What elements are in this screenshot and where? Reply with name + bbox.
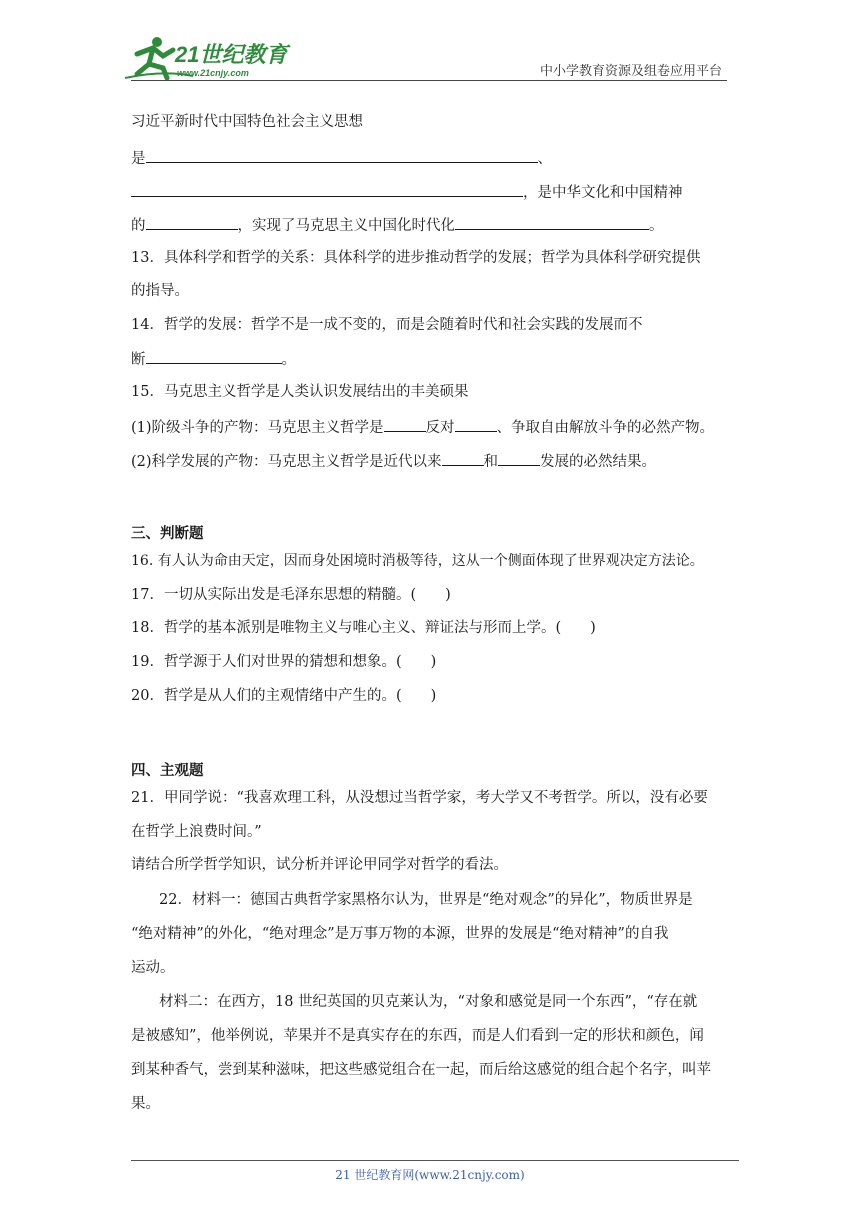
section-title-subjective: 四、主观题 <box>131 763 204 779</box>
q21-line3: 请结合所学哲学知识，试分析并评论甲同学对哲学的看法。 <box>131 857 508 873</box>
site-logo <box>123 34 293 80</box>
q19: 19．哲学源于人们对世界的猜想和想象。( ) <box>131 654 437 670</box>
q15-part2 <box>131 450 656 472</box>
section-title-judgment: 三、判断题 <box>131 526 204 542</box>
q14-line2-post: 。 <box>281 352 296 368</box>
q15-part2-c: 发展的必然结果。 <box>540 454 657 470</box>
q15-part1-c: 、争取自由解放斗争的必然产物。 <box>496 420 715 436</box>
header-divider <box>131 80 727 81</box>
platform-name: 中小学教育资源及组卷应用平台 <box>540 64 723 79</box>
q12-line4-pre: 的 <box>131 218 146 234</box>
q12-line4-post: 。 <box>649 218 664 234</box>
footer-text[interactable]: 21 世纪教育网(www.21cnjy.com) <box>335 1168 525 1182</box>
answer-blank[interactable] <box>146 147 538 163</box>
q22-line6: 到某种香气，尝到某种滋味，把这些感觉组合在一起，而后给这感觉的组合起个名字，叫苹 <box>131 1062 711 1078</box>
q17: 17．一切从实际出发是毛泽东思想的精髓。( ) <box>131 587 451 603</box>
q22-line3: 运动。 <box>131 960 175 976</box>
q12-line3-post: ，是中华文化和中国精神 <box>523 185 683 201</box>
q14-line2-pre: 断 <box>131 352 146 368</box>
q20: 20．哲学是从人们的主观情绪中产生的。( ) <box>131 688 437 704</box>
q18: 18．哲学的基本派别是唯物主义与唯心主义、辩证法与形而上学。( ) <box>131 620 596 636</box>
svg-text:21世纪教育: 21世纪教育 <box>175 42 288 67</box>
q22-line2: “绝对精神”的外化，“绝对理念”是万事万物的本源，世界的发展是“绝对精神”的自我 <box>131 926 669 942</box>
q15-part1-b: 反对 <box>425 420 455 436</box>
footer-divider <box>131 1160 739 1161</box>
q12-line2-pre: 是 <box>131 151 146 167</box>
q15-line1: 15．马克思主义哲学是人类认识发展结出的丰美硕果 <box>131 384 469 400</box>
q12-line4 <box>131 214 664 236</box>
q15-part2-a: (2)科学发展的产物：马克思主义哲学是近代以来 <box>131 454 442 470</box>
answer-blank[interactable] <box>442 450 484 466</box>
answer-blank[interactable] <box>455 416 497 432</box>
q12-line1: 习近平新时代中国特色社会主义思想 <box>131 114 363 130</box>
q12-line2-post: 、 <box>537 151 552 167</box>
q22-line1: 22．材料一：德国古典哲学家黑格尔认为，世界是“绝对观念”的异化”，物质世界是 <box>159 892 693 908</box>
answer-blank[interactable] <box>455 214 649 230</box>
q12-line3 <box>131 181 683 203</box>
q22-line7: 果。 <box>131 1096 160 1112</box>
answer-blank[interactable] <box>498 450 540 466</box>
svg-text:www.21cnjy.com: www.21cnjy.com <box>177 68 249 78</box>
q13-line2: 的指导。 <box>131 283 189 299</box>
q21-line2: 在哲学上浪费时间。” <box>131 824 262 840</box>
answer-blank[interactable] <box>146 348 282 364</box>
q15-part1-a: (1)阶级斗争的产物：马克思主义哲学是 <box>131 420 384 436</box>
answer-blank[interactable] <box>131 181 523 197</box>
q21-line1: 21．甲同学说：“我喜欢理工科，从没想过当哲学家，考大学又不考哲学。所以，没有必要 <box>131 790 708 806</box>
q14-line1: 14．哲学的发展：哲学不是一成不变的，而是会随着时代和社会实践的发展而不 <box>131 317 643 333</box>
q12-line4-mid: ，实现了马克思主义中国化时代化 <box>237 218 455 234</box>
q14-line2 <box>131 348 296 370</box>
q12-line2 <box>131 147 552 169</box>
q22-line5: 是被感知”，他举例说，苹果并不是真实存在的东西，而是人们看到一定的形状和颜色，闻 <box>131 1028 704 1044</box>
q15-part2-b: 和 <box>483 454 499 470</box>
answer-blank[interactable] <box>146 214 238 230</box>
q13-line1: 13．具体科学和哲学的关系：具体科学的进步推动哲学的发展；哲学为具体科学研究提供 <box>131 250 701 266</box>
answer-blank[interactable] <box>384 416 426 432</box>
q16: 16. 有人认为命由天定，因而身处困境时消极等待，这从一个侧面体现了世界观决定方法论。 <box>131 553 704 569</box>
q15-part1 <box>131 416 714 438</box>
q22-line4: 材料二：在西方，18 世纪英国的贝克莱认为，“对象和感觉是同一个东西”，“存在就 <box>159 994 698 1010</box>
